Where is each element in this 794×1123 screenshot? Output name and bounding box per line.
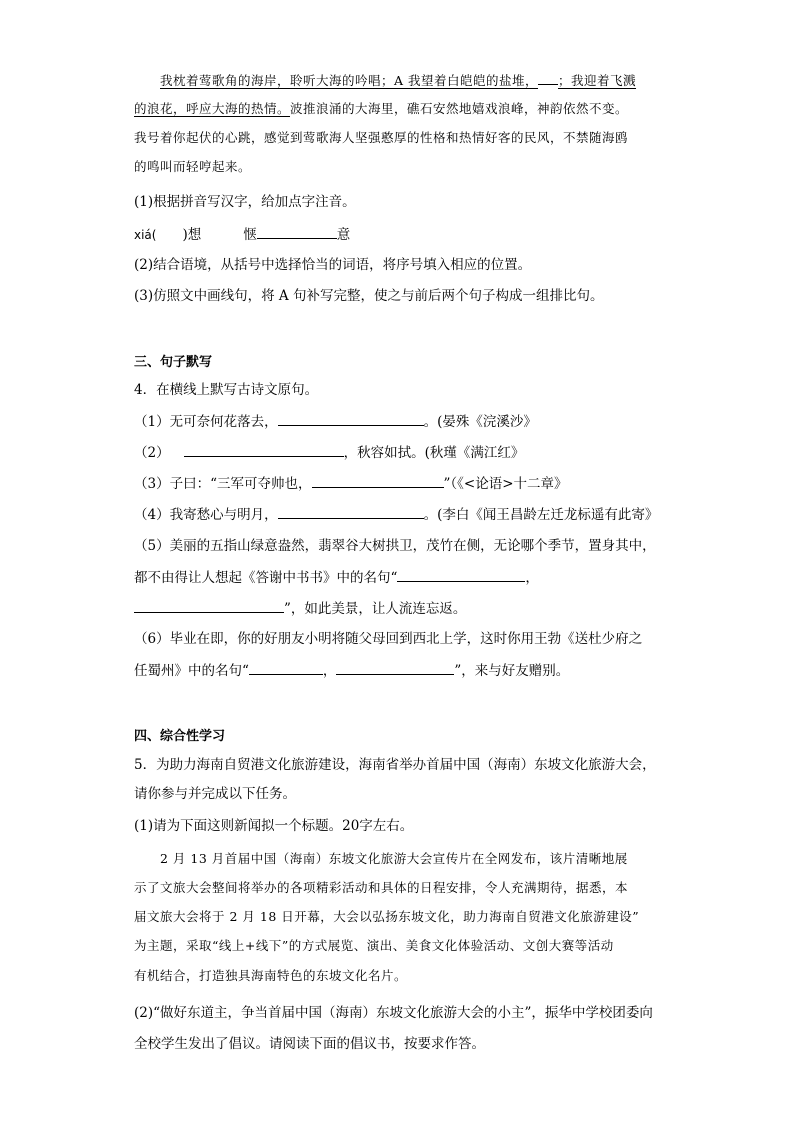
news-line-3: 届文旅大会将于 2 月 18 日开幕，大会以弘扬东坡文化，助力海南自贸港文化旅游建设” <box>134 909 640 924</box>
passage-line-2 <box>134 99 628 119</box>
item-source: 。(李白《闻王昌龄左迁龙标遥有此寄》 <box>423 507 659 523</box>
q4-item-5-line-1: （5）美丽的五指山绿意盎然，翡翠谷大树拱卫，茂竹在侧，无论哪个季节，置身其中， <box>134 538 656 554</box>
news-line-1: 2 月 13 月首届中国（海南）东坡文化旅游大会宣传片在全网发布，该片清晰地展 <box>160 851 628 866</box>
underlined-sentence-a: 我枕着莺歌角的海岸，聆听大海的吟唱；A 我望着白皑皑的盐堆， <box>160 73 539 88</box>
answer-blank[interactable] <box>538 70 558 85</box>
answer-blank[interactable] <box>312 473 444 488</box>
q4-item-2 <box>134 442 524 463</box>
q5-prompt-line-1: 5．为助力海南自贸港文化旅游建设，海南省举办首届中国（海南）东坡文化旅游大会， <box>134 757 656 773</box>
q4-item-3 <box>134 473 568 494</box>
item-text: （3）子曰：“三军可夺帅也， <box>134 476 312 492</box>
item-punct: ， <box>322 663 337 679</box>
section-title-4: 四、综合性学习 <box>134 729 226 744</box>
item-text: （1）无可奈何花落去， <box>134 414 278 430</box>
item-source: ，秋容如拭。(秋瑾《满江红》 <box>343 445 525 461</box>
answer-blank[interactable] <box>184 442 344 457</box>
q3-pinyin-line <box>134 224 350 245</box>
answer-blank[interactable] <box>278 411 424 426</box>
answer-blank[interactable] <box>336 660 454 675</box>
item-text: ”，如此美景，让人流连忘返。 <box>284 601 467 617</box>
item-punct: ， <box>525 570 539 586</box>
answer-blank[interactable] <box>397 567 525 582</box>
q3-sub2: (2)结合语境，从括号中选择恰当的词语，将序号填入相应的位置。 <box>134 257 532 273</box>
q4-item-5-line-3 <box>134 598 466 619</box>
news-line-2: 示了文旅大会整间将举办的各项精彩活动和具体的日程安排，令人充满期待，据悉，本 <box>134 880 629 895</box>
passage-line-1 <box>160 70 636 91</box>
passage-text: 波推浪涌的大海里，礁石安然地嬉戏浪峰，神韵依然不变。 <box>290 101 629 116</box>
news-line-5: 有机结合，打造独具海南特色的东坡文化名片。 <box>134 968 408 983</box>
underlined-sentence-c: 的浪花，呼应大海的热情。 <box>134 101 291 116</box>
item-source: ”（《<论语>十二章》 <box>443 476 568 492</box>
q5-sub2-line-2: 全校学生发出了倡议。请阅读下面的倡议书，按要求作答。 <box>134 1036 485 1052</box>
passage-line-4: 的鸣叫而轻哼起来。 <box>134 159 252 174</box>
section-title-3: 三、句子默写 <box>134 355 213 370</box>
q4-prompt: 4．在横线上默写古诗文原句。 <box>134 382 319 398</box>
underlined-sentence-b: ；我迎着飞溅 <box>558 73 637 88</box>
item-text: ”，来与好友赠别。 <box>454 663 570 679</box>
q4-item-4 <box>134 504 658 525</box>
q5-sub2-line-1: (2)“做好东道主，争当首届中国（海南）东坡文化旅游大会的小主”，振华中学校团委向 <box>134 1005 653 1021</box>
q5-prompt-line-2: 请你参与并完成以下任务。 <box>134 786 296 802</box>
passage-line-3: 我号着你起伏的心跳，感觉到莺歌海人坚强憨厚的性格和热情好客的民风，不禁随海鸥 <box>134 130 629 145</box>
item-text: （2） <box>134 445 170 461</box>
item-text: 都不由得让人想起《答谢中书书》中的名句“ <box>134 570 398 586</box>
word-2-char-end: 意 <box>336 227 351 243</box>
q5-sub1: (1)请为下面这则新闻拟一个标题。20字左右。 <box>134 818 414 834</box>
answer-blank[interactable] <box>134 598 284 613</box>
item-text: （4）我寄愁心与明月， <box>134 507 278 523</box>
q4-item-1 <box>134 411 537 432</box>
q4-item-6-line-2 <box>134 660 569 681</box>
answer-blank[interactable] <box>278 504 424 519</box>
item-source: 。(晏殊《浣溪沙》 <box>423 414 537 430</box>
q4-item-5-line-2 <box>134 567 539 588</box>
answer-blank[interactable] <box>257 224 337 239</box>
q4-item-6-line-1: （6）毕业在即，你的好朋友小明将随父母回到西北上学，这时你用王勃《送杜少府之 <box>134 631 643 647</box>
item-text: 任蜀州》中的名句“ <box>134 663 249 679</box>
word-1-char: )想 <box>182 227 202 243</box>
q3-sub1: (1)根据拼音写汉字，给加点字注音。 <box>134 194 356 210</box>
word-2-char: 惬 <box>243 227 257 243</box>
news-line-4: 为主题，采取“线上+线下”的方式展览、演出、美食文化体验活动、文创大赛等活动 <box>134 938 614 953</box>
answer-blank[interactable] <box>249 660 323 675</box>
q3-sub3: (3)仿照文中画线句，将 A 句补写完整，使之与前后两个句子构成一组排比句。 <box>134 288 604 304</box>
pinyin-label: xiá( <box>134 228 157 242</box>
